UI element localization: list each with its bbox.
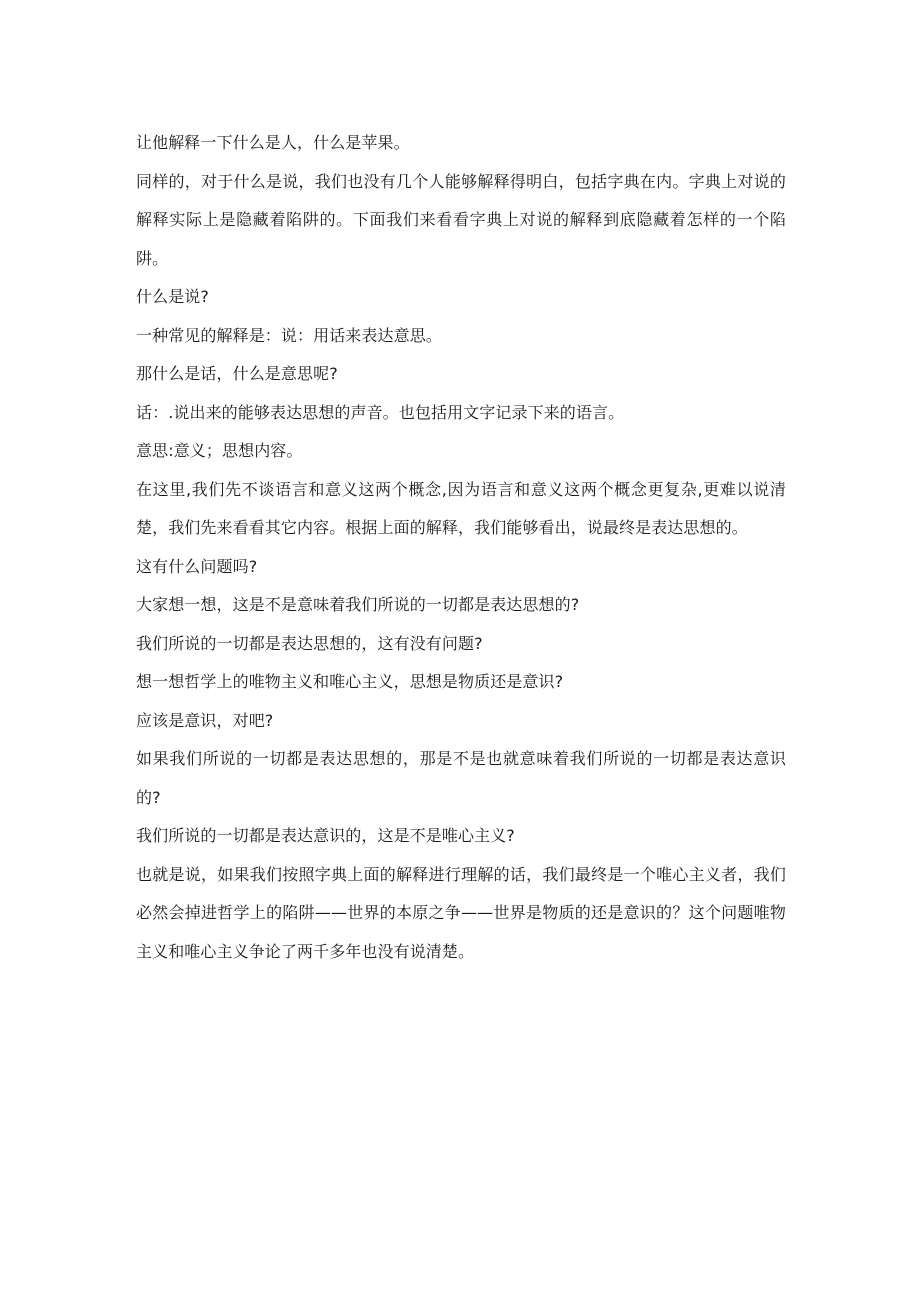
paragraph-6: 话：.说出来的能够表达思想的声音。也包括用文字记录下来的语言。 [136,402,625,422]
paragraph-7: 意思:意义；思想内容。 [136,441,303,460]
paragraph-8: 在这里,我们先不谈语言和意义这两个概念,因为语言和意义这两个概念更复杂,更难以说清楚，我们先来看看其它内容。根据上面的解释，我们能够看出，说最终是表达思想的。 [136,479,786,537]
paragraph-10: 大家想一想，这是不是意味着我们所说的一切都是表达思想的? [136,595,580,614]
document-body [136,124,786,971]
paragraph-15: 我们所说的一切都是表达意识的，这是不是唯心主义? [136,826,515,845]
paragraph-14: 如果我们所说的一切都是表达思想的，那是不是也就意味着我们所说的一切都是表达意识的? [136,749,786,807]
paragraph-9: 这有什么问题吗? [136,556,258,576]
paragraph-12: 想一想哲学上的唯物主义和唯心主义，思想是物质还是意识? [136,672,564,691]
paragraph-3: 什么是说? [136,287,209,306]
paragraph-5: 那什么是话，什么是意思呢? [136,364,338,383]
paragraph-13: 应该是意识，对吧? [136,710,274,730]
paragraph-11: 我们所说的一切都是表达思想的，这有没有问题? [136,633,483,653]
paragraph-1: 让他解释一下什么是人，什么是苹果。 [136,133,410,152]
paragraph-16: 也就是说，如果我们按照字典上面的解释进行理解的话，我们最终是一个唯心主义者，我们必然会掉进哲学上的陷阱——世界的本原之争——世界是物质的还是意识的？这个问题唯物主义和唯心主义争论了两千多年也没有说清楚。 [136,864,786,961]
paragraph-2: 同样的，对于什么是说，我们也没有几个人能够解释得明白，包括字典在内。字典上对说的解释实际上是隐藏着陷阱的。下面我们来看看字典上对说的解释到底隐藏着怎样的一个陷阱。 [136,171,786,268]
paragraph-4: 一种常见的解释是：说：用话来表达意思。 [136,325,442,345]
